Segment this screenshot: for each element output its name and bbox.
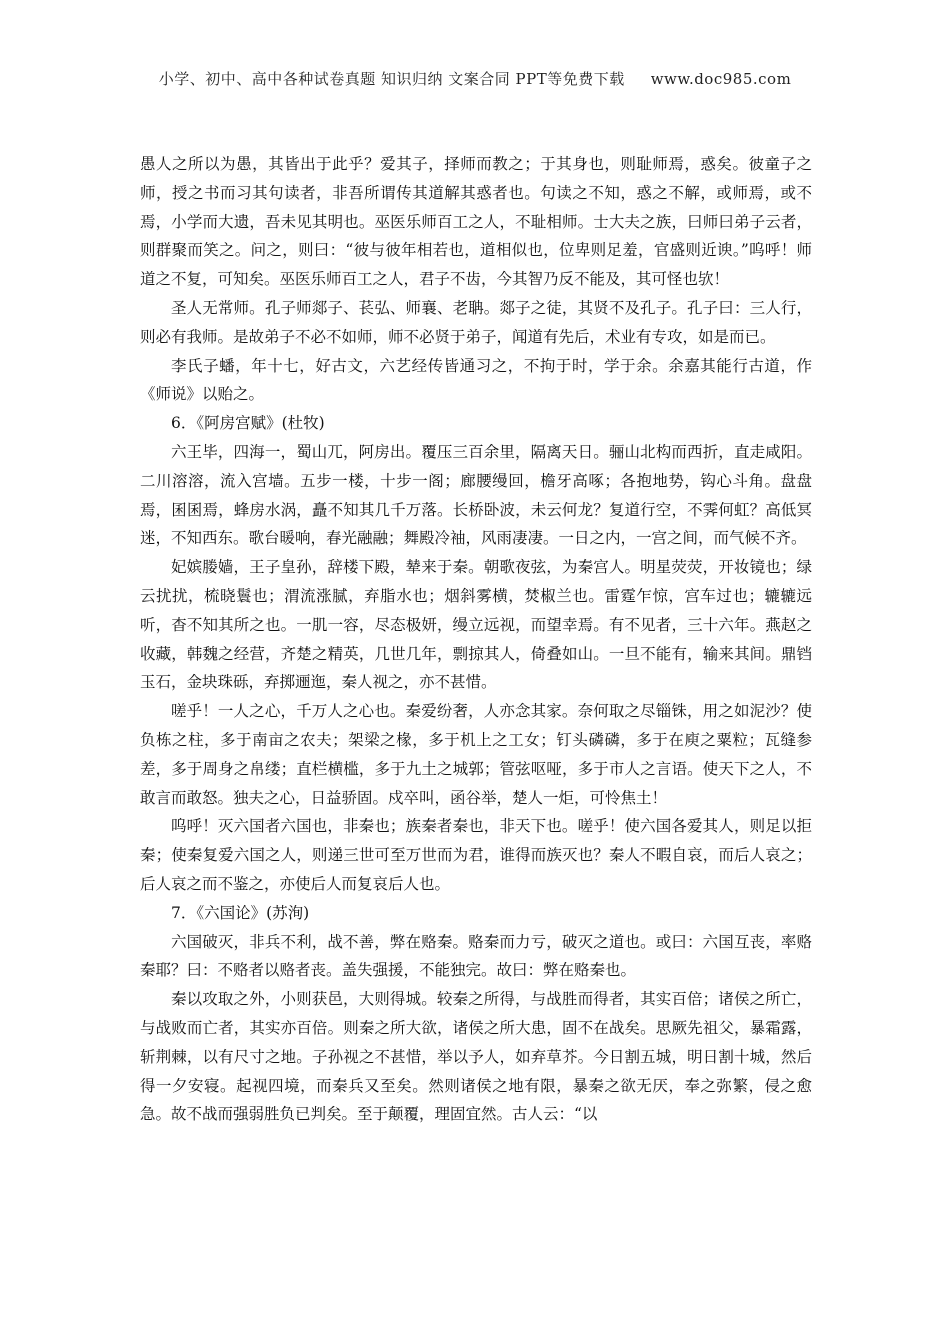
section-heading-afanggongfu: 6．《阿房宫赋》(杜牧) [171, 414, 325, 433]
section-heading-liuguolun: 7．《六国论》(苏洵) [171, 903, 310, 922]
paragraph-afang-3: 嗟乎！一人之心，千万人之心也。秦爱纷奢，人亦念其家。奈何取之尽锱铢，用之如泥沙？使负栋之柱，多于南亩之农夫；架梁之椽，多于机上之工女；钉头磷磷，多于在庾之粟粒；瓦缝参差，多于周身之帛缕；直栏横槛，多于九土之城郭；管弦呕哑，多于市人之言语。使天下之人，不敢言而敢怒。独夫之心，日益骄固。戍卒叫，函谷举，楚人一炬，可怜焦土！ [140, 702, 812, 807]
header-text: 小学、初中、高中各种试卷真题 知识归纳 文案合同 PPT等免费下载 [158, 70, 625, 88]
paragraph-liuguo-1: 六国破灭，非兵不利，战不善，弊在赂秦。赂秦而力亏，破灭之道也。或曰：六国互丧，率赂秦耶？曰：不赂者以赂者丧。盖失强援，不能独完。故曰：弊在赂秦也。 [140, 932, 812, 980]
paragraph-afang-1: 六王毕，四海一，蜀山兀，阿房出。覆压三百余里，隔离天日。骊山北构而西折，直走咸阳。二川溶溶，流入宫墙。五步一楼，十步一阁；廊腰缦回，檐牙高啄；各抱地势，钩心斗角。盘盘焉，囷囷焉，蜂房水涡，矗不知其几千万落。长桥卧波，未云何龙？复道行空，不霁何虹？高低冥迷，不知西东。歌台暖响，春光融融；舞殿冷袖，风雨凄凄。一日之内，一宫之间，而气候不齐。 [140, 442, 812, 548]
page-header [0, 68, 950, 89]
header-site-link[interactable]: www.doc985.com [650, 70, 792, 88]
paragraph-shishuo-1: 愚人之所以为愚，其皆出于此乎？爱其子，择师而教之；于其身也，则耻师焉，惑矣。彼童子之师，授之书而习其句读者，非吾所谓传其道解其惑者也。句读之不知，惑之不解，或师焉，或不焉，小学而大遗，吾未见其明也。巫医乐师百工之人，不耻相师。士大夫之族，曰师曰弟子云者，则群聚而笑之。问之，则曰：“彼与彼年相若也，道相似也，位卑则足羞，官盛则近谀。”呜呼！师道之不复，可知矣。巫医乐师百工之人，君子不齿，今其智乃反不能及，其可怪也欤！ [140, 155, 812, 289]
paragraph-afang-2: 妃嫔媵嫱，王子皇孙，辞楼下殿，辇来于秦。朝歌夜弦，为秦宫人。明星荧荧，开妆镜也；绿云扰扰，梳晓鬟也；渭流涨腻，弃脂水也；烟斜雾横，焚椒兰也。雷霆乍惊，宫车过也；辘辘远听，杳不知其所之也。一肌一容，尽态极妍，缦立远视，而望幸焉。有不见者，三十六年。燕赵之收藏，韩魏之经营，齐楚之精英，几世几年，剽掠其人，倚叠如山。一旦不能有，输来其间。鼎铛玉石，金块珠砾，弃掷逦迤，秦人视之，亦不甚惜。 [140, 558, 812, 692]
paragraph-afang-4: 呜呼！灭六国者六国也，非秦也；族秦者秦也，非天下也。嗟乎！使六国各爱其人，则足以拒秦；使秦复爱六国之人，则递三世可至万世而为君，谁得而族灭也？秦人不暇自哀，而后人哀之；后人哀之而不鉴之，亦使后人而复哀后人也。 [140, 817, 812, 893]
paragraph-liuguo-2: 秦以攻取之外，小则获邑，大则得城。较秦之所得，与战胜而得者，其实百倍；诸侯之所亡，与战败而亡者，其实亦百倍。则秦之所大欲，诸侯之所大患，固不在战矣。思厥先祖父，暴霜露，斩荆棘，以有尺寸之地。子孙视之不甚惜，举以予人，如弃草芥。今日割五城，明日割十城，然后得一夕安寝。起视四境，而秦兵又至矣。然则诸侯之地有限，暴秦之欲无厌，奉之弥繁，侵之愈急。故不战而强弱胜负已判矣。至于颠覆，理固宜然。古人云：“以 [140, 990, 812, 1124]
paragraph-shishuo-2: 圣人无常师。孔子师郯子、苌弘、师襄、老聃。郯子之徒，其贤不及孔子。孔子曰：三人行，则必有我师。是故弟子不必不如师，师不必贤于弟子，闻道有先后，术业有专攻，如是而已。 [140, 298, 812, 346]
paragraph-shishuo-3: 李氏子蟠，年十七，好古文，六艺经传皆通习之，不拘于时，学于余。余嘉其能行古道，作《师说》以贻之。 [140, 356, 812, 404]
document-body [140, 150, 812, 1129]
